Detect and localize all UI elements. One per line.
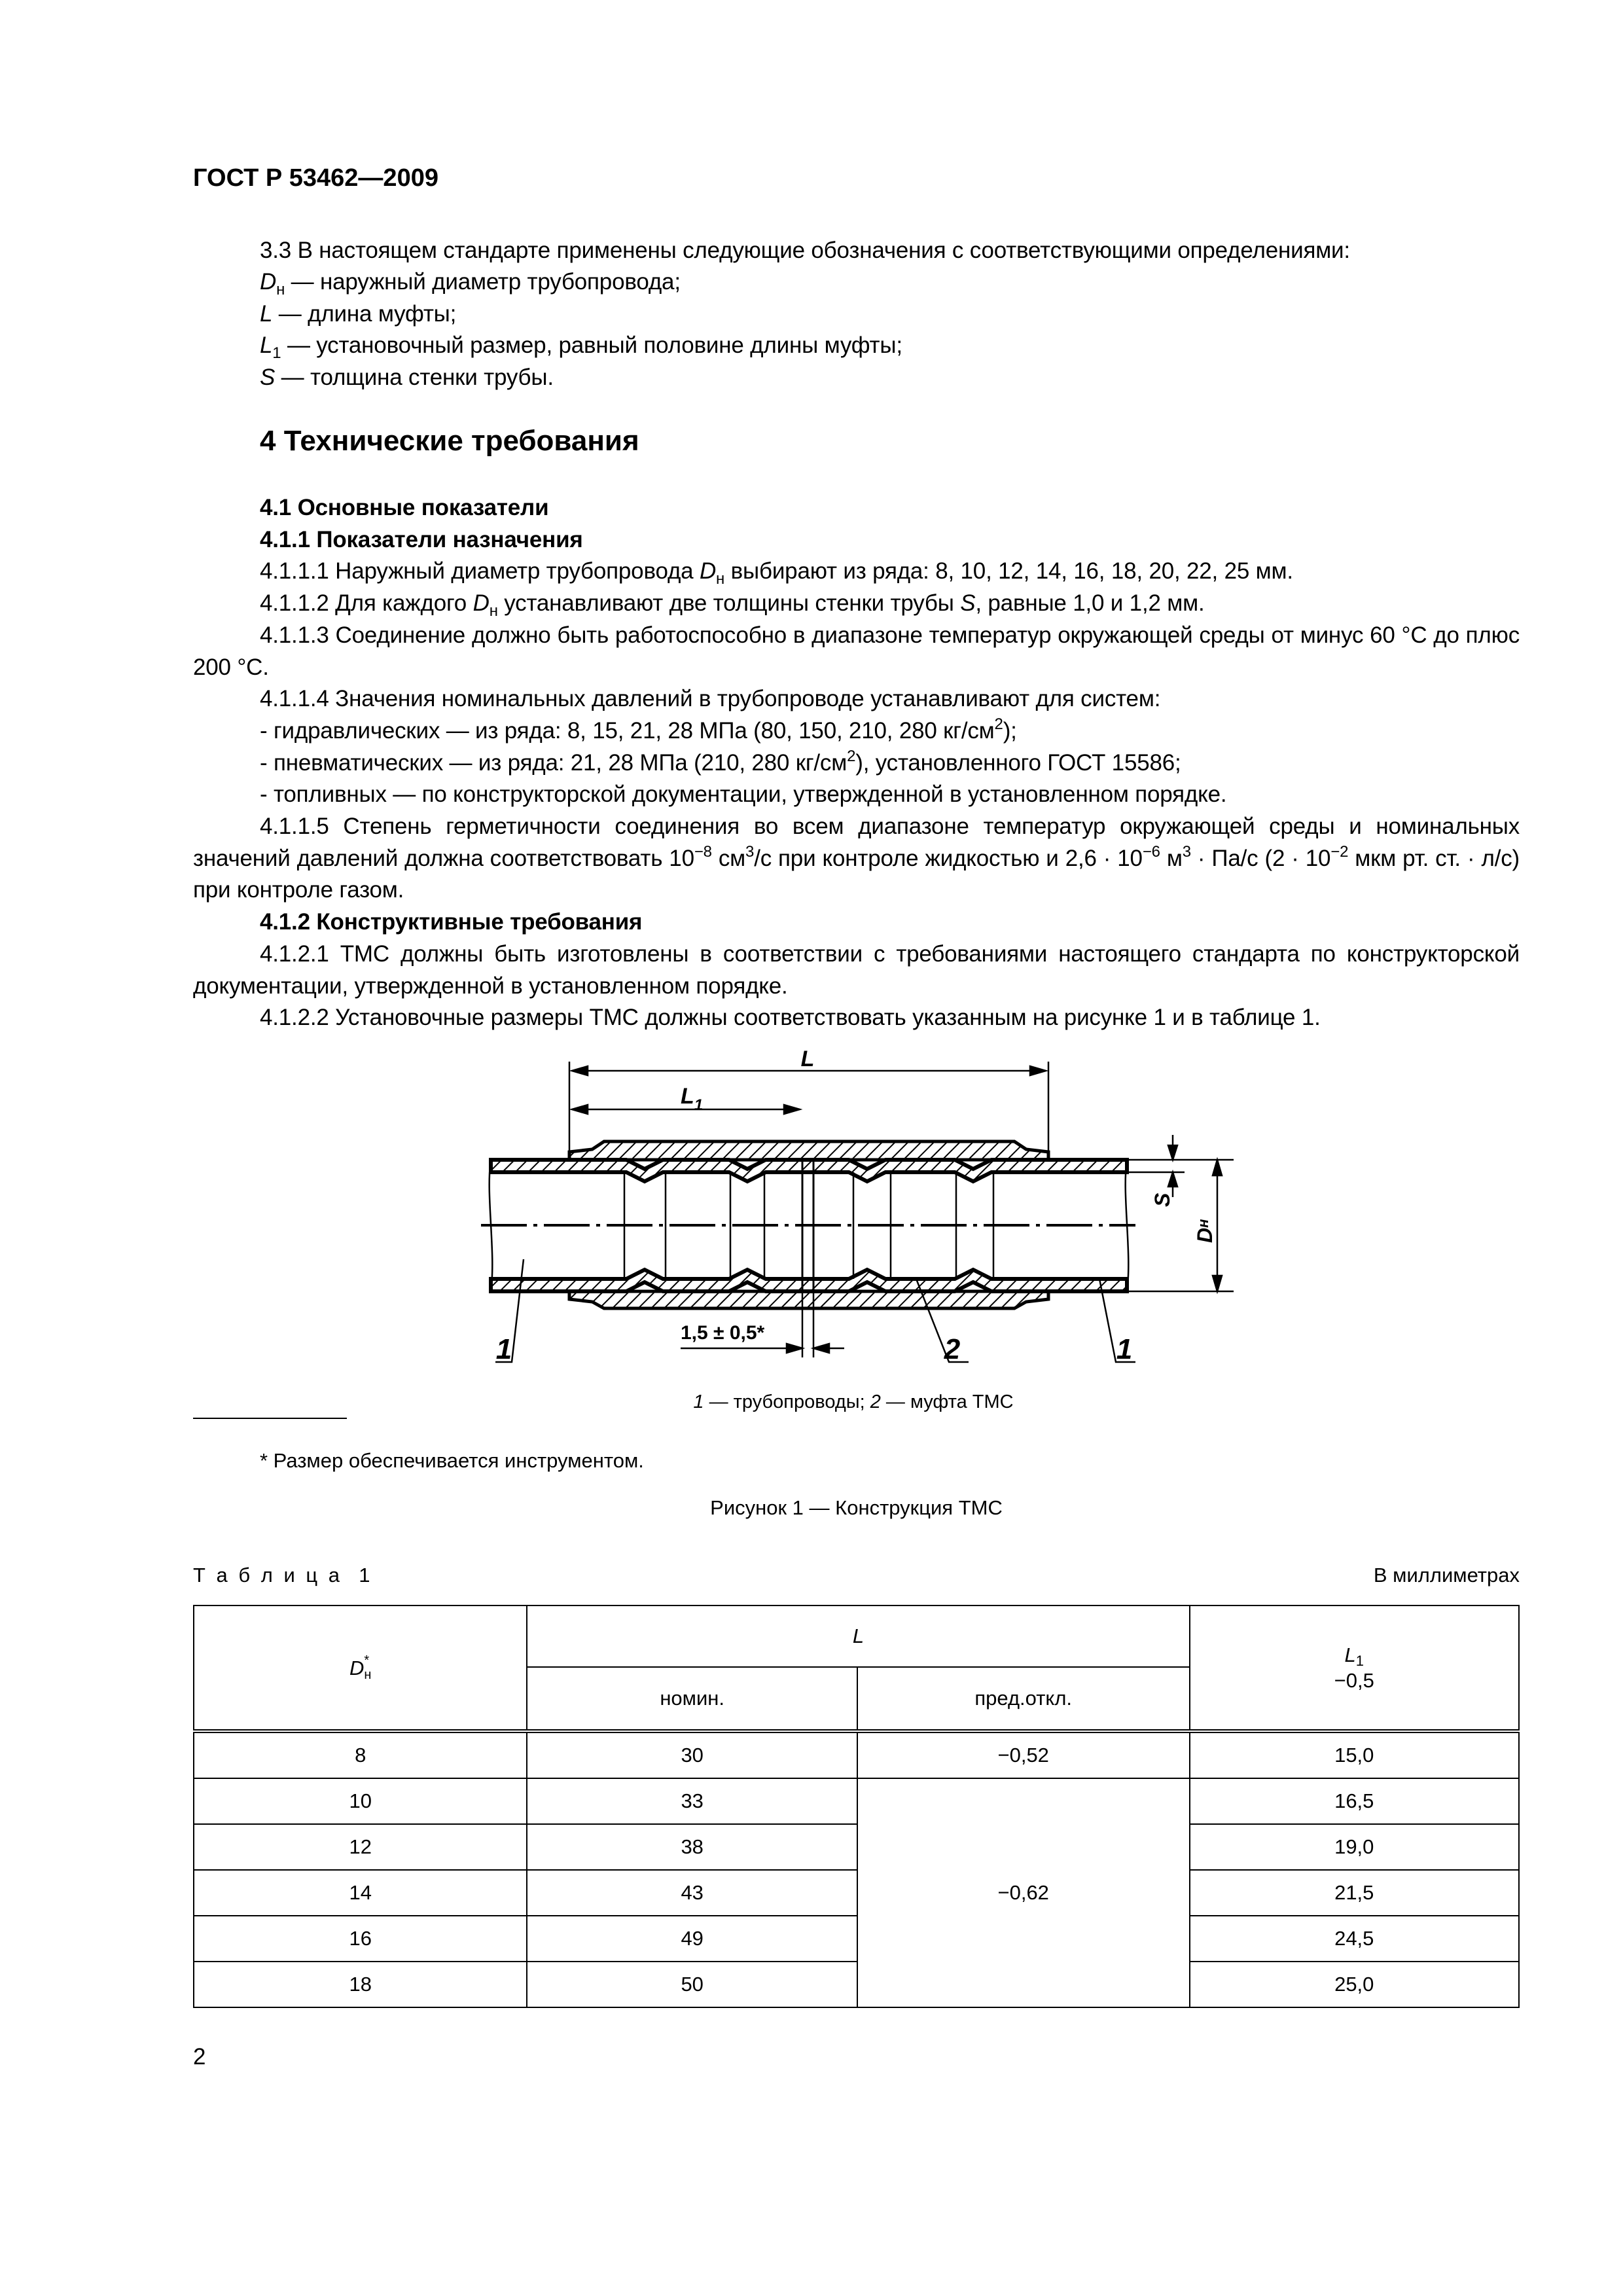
text: 4.1.1.2 Для каждого	[260, 590, 473, 617]
cell-l1: 19,0	[1190, 1824, 1520, 1870]
footnote-divider	[193, 1418, 347, 1419]
symbol: S	[960, 590, 976, 617]
gap-dimension-label: 1,5 ± 0,5*	[681, 1321, 765, 1344]
sleeve-top	[569, 1141, 1048, 1160]
figure-legend	[693, 1391, 1013, 1412]
paragraph-3-3: 3.3 В настоящем стандарте применены следующие обозначения с соответствующими определениями:	[260, 238, 1350, 263]
symbol: S	[260, 364, 276, 390]
page-content	[193, 164, 1520, 2070]
paragraph-4-1-1-2	[193, 588, 1520, 620]
cell-dev: −0,62	[857, 1778, 1190, 2007]
dimension-lines	[495, 1062, 1234, 1362]
legend-num: 2	[870, 1391, 881, 1412]
table-row	[194, 1731, 1519, 1778]
position-1-left: 1	[495, 1333, 512, 1365]
cell-l1: 15,0	[1190, 1731, 1520, 1778]
paragraph-4-1-1-1	[193, 556, 1520, 588]
table-row	[194, 1962, 1519, 2007]
symbol-sub: н	[276, 281, 285, 299]
cell-nom: 50	[527, 1962, 857, 2007]
symbol: L	[260, 300, 273, 327]
header-L1	[1190, 1605, 1520, 1731]
superscript: −8	[694, 842, 712, 861]
cell-d: 8	[194, 1731, 527, 1778]
symbol-item	[260, 362, 1520, 393]
position-2: 2	[944, 1333, 961, 1365]
symbol-sub: н	[716, 570, 725, 588]
text: см	[711, 845, 746, 871]
cell-dev: −0,52	[857, 1731, 1190, 1778]
table-row	[194, 1824, 1519, 1870]
heading-4-1-2: 4.1.2 Конструктивные требования	[260, 909, 643, 935]
symbol: D	[260, 269, 277, 295]
text: м	[1160, 845, 1183, 871]
section-3-3	[193, 235, 1520, 393]
table-label: Т а б л и ц а 1	[193, 1563, 373, 1587]
table-units: В миллиметрах	[1373, 1563, 1520, 1587]
symbol-text: — установочный размер, равный половине длины муфты;	[281, 332, 902, 359]
header-nominal: номин.	[527, 1667, 857, 1731]
symbol: L	[852, 1624, 865, 1647]
page-number: 2	[193, 2043, 206, 2070]
symbol-item	[260, 266, 1520, 298]
cell-d: 18	[194, 1962, 527, 2007]
symbol-sub: н	[364, 1667, 372, 1682]
pipe-wall-bottom	[491, 1270, 1127, 1291]
superscript: 2	[847, 747, 856, 765]
table-caption-row	[193, 1564, 1520, 1587]
symbol-item	[260, 330, 1520, 361]
symbol-text: — длина муфты;	[272, 300, 457, 327]
heading-4-1: 4.1 Основные показатели	[260, 495, 549, 521]
dim-L-label: L	[800, 1046, 815, 1071]
symbol-list	[193, 266, 1520, 393]
symbol-sub: 1	[272, 344, 281, 363]
list-item	[193, 715, 1520, 747]
cell-l1: 21,5	[1190, 1870, 1520, 1916]
table-header-row	[194, 1605, 1519, 1667]
legend-text: — трубопроводы;	[704, 1391, 870, 1412]
paragraph-4-1-2-2: 4.1.2.2 Установочные размеры ТМС должны соответствовать указанным на рисунке 1 и в таблице 1.	[260, 1005, 1321, 1031]
text: ), установленного ГОСТ 15586;	[855, 749, 1181, 776]
superscript: −6	[1142, 842, 1160, 861]
text: );	[1003, 717, 1017, 744]
list-item	[193, 747, 1520, 780]
superscript: 2	[994, 715, 1003, 733]
section-4-1	[193, 492, 1520, 1034]
cell-nom: 43	[527, 1870, 857, 1916]
paragraph-4-1-1-5	[193, 811, 1520, 906]
dim-D-symbol: D	[1193, 1227, 1217, 1243]
sleeve-bottom	[569, 1291, 1048, 1308]
paragraph-4-1-1-4: 4.1.1.4 Значения номинальных давлений в трубопроводе устанавливают для систем:	[260, 686, 1161, 712]
dim-D-sub: н	[1195, 1219, 1211, 1228]
symbol-sub: н	[489, 602, 498, 620]
text: , равные 1,0 и 1,2 мм.	[975, 590, 1205, 617]
text: 4.1.1.5 Степень герметичности соединения во всем диапазоне температур окружающей среды и номинальных значений давлений должна соответствовать 10	[193, 814, 1520, 871]
header-L1-symbol-line	[1190, 1642, 1519, 1668]
text: выбирают из ряда: 8, 10, 12, 14, 16, 18, 20, 22, 25 мм.	[724, 558, 1293, 584]
symbol: D	[349, 1656, 365, 1679]
cell-nom: 49	[527, 1916, 857, 1962]
section-heading-4: 4 Технические требования	[260, 425, 639, 457]
dim-L1-symbol: L	[681, 1083, 694, 1109]
header-d	[194, 1605, 527, 1731]
superscript: −2	[1330, 842, 1349, 861]
cell-d: 16	[194, 1916, 527, 1962]
text: устанавливают две толщины стенки трубы	[497, 590, 961, 617]
symbol-sub: 1	[1355, 1652, 1364, 1669]
header-deviation: пред.откл.	[857, 1667, 1190, 1731]
heading-4-1-1: 4.1.1 Показатели назначения	[260, 526, 583, 552]
symbol: L	[1344, 1643, 1356, 1666]
pipe-wall-top	[491, 1160, 1127, 1181]
legend-num: 1	[693, 1391, 704, 1412]
text: · Па/с (2 · 10	[1190, 845, 1331, 871]
document-id: ГОСТ Р 53462—2009	[193, 164, 438, 192]
figure-wrapper	[193, 1043, 1520, 1423]
dim-D-label	[1193, 1219, 1217, 1243]
symbol-text: — наружный диаметр трубопровода;	[285, 269, 681, 295]
footnote: * Размер обеспечивается инструментом.	[260, 1448, 644, 1472]
position-1-right: 1	[1116, 1333, 1133, 1365]
dimensions-table	[193, 1605, 1520, 2008]
table-row	[194, 1870, 1519, 1916]
text: - пневматических — из ряда: 21, 28 МПа (210, 280 кг/см	[260, 749, 847, 776]
paragraph-4-1-2-1: 4.1.2.1 ТМС должны быть изготовлены в соответствии с требованиями настоящего стандарта по конструкторской документации, утвержденной в установленном порядке.	[193, 941, 1520, 999]
cell-d: 14	[194, 1870, 527, 1916]
coupling-drawing	[481, 1141, 1135, 1308]
symbol: D	[473, 590, 490, 617]
tolerance: −0,5	[1334, 1668, 1374, 1692]
text: /с при контроле жидкостью и 2,6 · 10	[754, 845, 1143, 871]
superscript: 3	[1182, 842, 1191, 861]
paragraph-4-1-1-3: 4.1.1.3 Соединение должно быть работоспособно в диапазоне температур окружающей среды от минус 60 °С до плюс 200 °С.	[193, 622, 1520, 680]
cell-d: 12	[194, 1824, 527, 1870]
text: мкм рт. ст. · л/с) при контроле газом.	[193, 845, 1520, 903]
symbol-sup: *	[364, 1653, 370, 1668]
symbol-item	[260, 298, 1520, 330]
text: 4.1.1.1 Наружный диаметр трубопровода	[260, 558, 700, 584]
table-row	[194, 1778, 1519, 1824]
text: - гидравлических — из ряда: 8, 15, 21, 28 МПа (80, 150, 210, 280 кг/см	[260, 717, 995, 744]
table-row	[194, 1916, 1519, 1962]
list-item: - топливных — по конструкторской документации, утвержденной в установленном порядке.	[260, 781, 1227, 808]
symbol: D	[699, 558, 717, 584]
symbol-text: — толщина стенки трубы.	[275, 364, 554, 390]
symbol: L	[260, 332, 273, 359]
cell-nom: 33	[527, 1778, 857, 1824]
cell-l1: 24,5	[1190, 1916, 1520, 1962]
header-L	[527, 1605, 1189, 1667]
legend-text: — муфта ТМС	[880, 1391, 1014, 1412]
cell-l1: 16,5	[1190, 1778, 1520, 1824]
cell-l1: 25,0	[1190, 1962, 1520, 2007]
superscript: 3	[745, 842, 755, 861]
figure-tmc-construction	[458, 1043, 1276, 1423]
dim-L1-sub: 1	[694, 1096, 704, 1114]
figure-caption: Рисунок 1 — Конструкция ТМС	[710, 1496, 1003, 1519]
dim-S-label: S	[1150, 1193, 1174, 1207]
cell-d: 10	[194, 1778, 527, 1824]
cell-nom: 30	[527, 1731, 857, 1778]
cell-nom: 38	[527, 1824, 857, 1870]
